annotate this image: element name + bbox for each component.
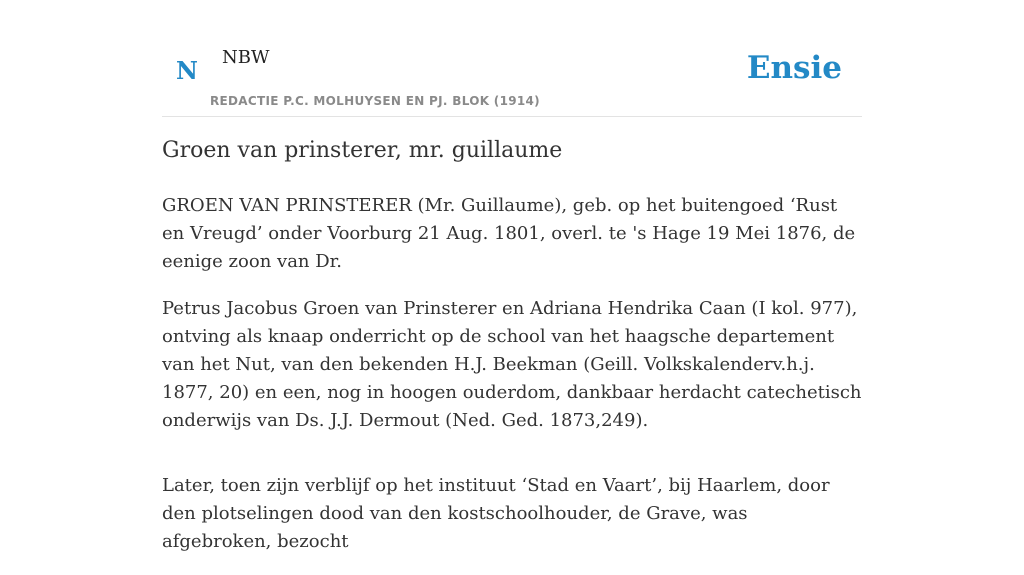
article-paragraph: GROEN VAN PRINSTERER (Mr. Guillaume), geb. op het buitengoed ‘Rust en Vreugd’ onder Voorburg 21 Aug. 1801, overl. te 's Hage 19 Mei 1876, de eenige zoon van Dr. xyxy=(162,195,856,272)
article-body xyxy=(162,192,862,575)
source-header xyxy=(162,38,862,117)
article-paragraph: Petrus Jacobus Groen van Prinsterer en Adriana Hendrika Caan (I kol. 977), ontving als knaap onderricht op de school van het haagsche departement van het Nut, van den bekenden H.J. Beekman (Geill. Volkskalenderv.h.j. 1877, 20) en een, nog in hoogen ouderdom, dankbaar herdacht catechetisch onderwijs van Ds. J.J. Dermout (Ned. Ged. 1873,249). xyxy=(162,298,862,431)
article-title: Groen van prinsterer, mr. guillaume xyxy=(162,138,563,163)
source-subtitle: REDACTIE P.C. MOLHUYSEN EN PJ. BLOK (1914) xyxy=(210,94,540,108)
source-logo-icon: N xyxy=(176,56,198,85)
article-paragraph: Later, toen zijn verblijf op het instituut ‘Stad en Vaart’, bij Haarlem, door den plotselingen dood van den kostschoolhouder, de Grave, was afgebroken, bezocht xyxy=(162,475,830,552)
ensie-logo-link[interactable]: Ensie xyxy=(746,50,842,86)
source-name[interactable]: NBW xyxy=(222,47,270,68)
